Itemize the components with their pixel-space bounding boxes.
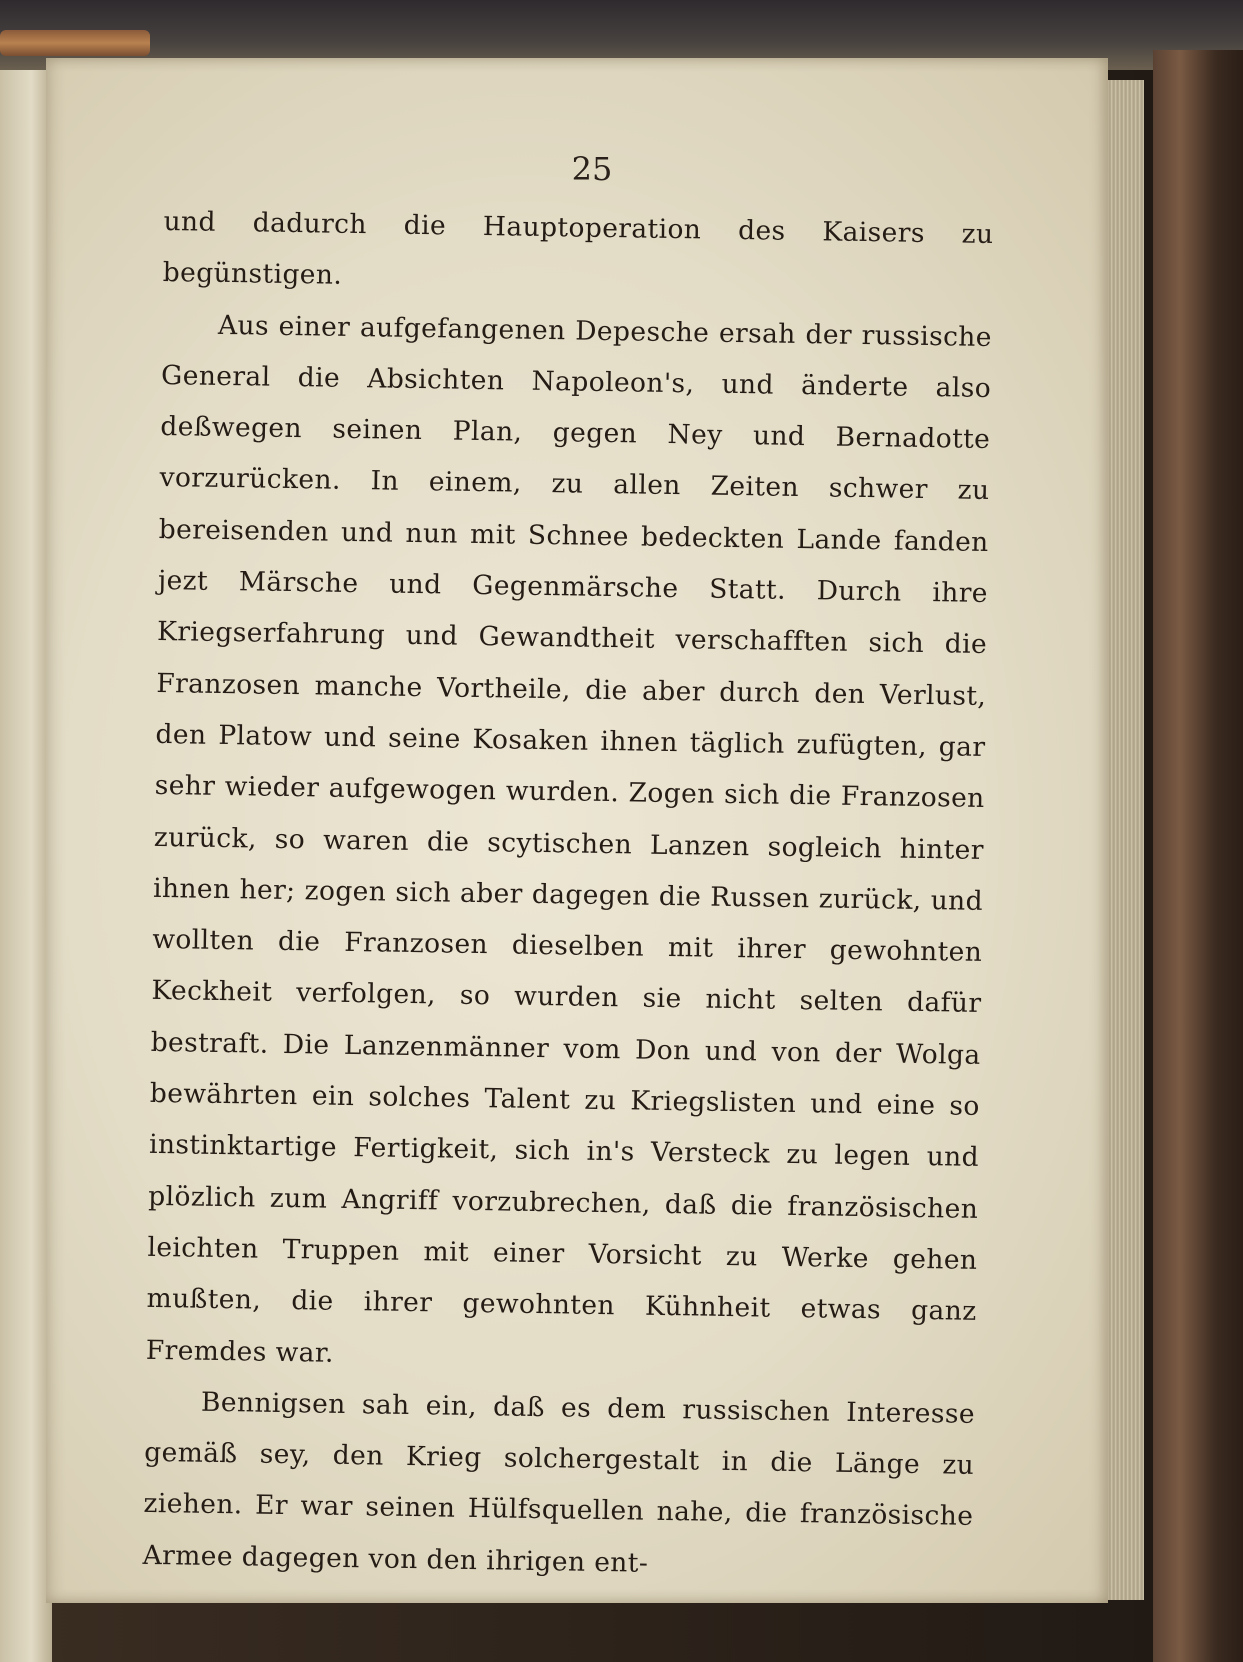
page-number: 25 bbox=[571, 150, 613, 188]
binding-thread bbox=[0, 30, 150, 56]
book-page bbox=[46, 58, 1108, 1603]
paragraph-2: Aus einer aufgefangenen Depesche ersah der russische General die Absichten Napoleon's, und änderte also deßwegen seinen Plan, gegen Ney und Bernadotte vorzurücken. In einem, zu allen Zeiten schwer zu bereisenden und nun mit Schnee bedeckten Lande fanden jezt Märsche und Gegenmärsche Statt. Durch ihre Kriegserfahrung und Gewandtheit verschafften sich die Franzosen manche Vortheile, die aber durch den Verlust, den Platow und seine Kosaken ihnen täglich zufügten, gar sehr wieder aufgewogen wurden. Zogen sich die Franzosen zurück, so waren die scytischen Lanzen sogleich hinter ihnen her; zogen sich aber dagegen die Russen zurück, und wollten die Franzosen dieselben mit ihrer gewohnten Keckheit verfolgen, so wurden sie nicht selten dafür bestraft. Die Lanzenmänner vom Don und von der Wolga bewährten ein solches Talent zu Kriegslisten und eine so instinktartige Fertigkeit, sich in's Versteck zu legen und plözlich zum Angriff vorzubrechen, daß die französischen leichten Truppen mit einer Vorsicht zu Werke gehen mußten, die ihrer gewohnten Kühnheit etwas ganz Fremdes war. bbox=[145, 309, 993, 1369]
paragraph-3: Bennigsen sah ein, daß es dem russischen Interesse gemäß sey, den Krieg solchergestalt in die Länge zu ziehen. Er war seinen Hülfsquellen nahe, die französische Armee dagegen von den ihrigen ent- bbox=[142, 1386, 976, 1579]
page-stack-edge bbox=[1104, 80, 1144, 1600]
body-text bbox=[142, 196, 993, 1579]
paragraph-1: und dadurch die Hauptoperation des Kaisers zu begünstigen. bbox=[162, 205, 994, 292]
book-cover-edge bbox=[1153, 50, 1243, 1662]
previous-page-edge bbox=[0, 0, 52, 1662]
